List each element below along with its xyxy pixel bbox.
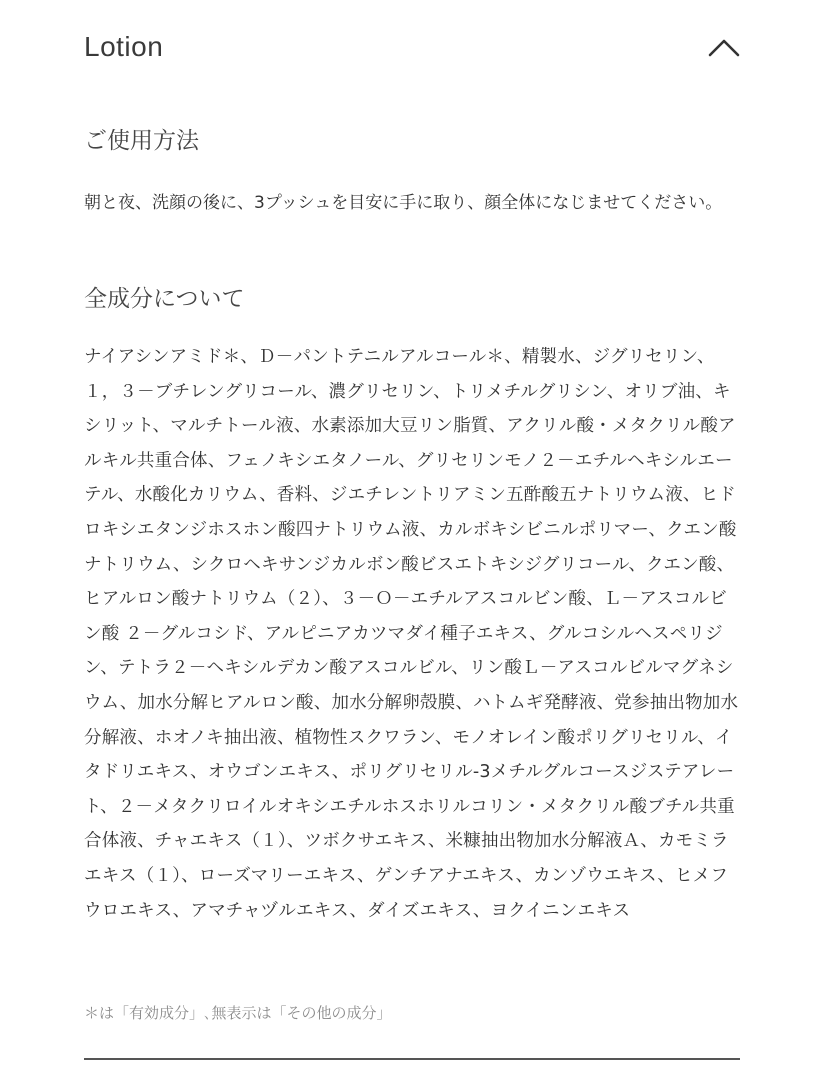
- accordion-title: Lotion: [84, 31, 164, 62]
- chevron-up-icon[interactable]: [708, 36, 740, 58]
- section-divider: [84, 1058, 740, 1060]
- ingredients-footnote: ＊は「有効成分」､無表示は「その他の成分」: [84, 1004, 392, 1022]
- ingredients-heading: 全成分について: [84, 286, 245, 312]
- accordion-header[interactable]: [84, 22, 740, 72]
- usage-heading: ご使用方法: [84, 128, 199, 154]
- ingredients-list: ナイアシンアミド＊、Ｄ－パントテニルアルコール＊、精製水、ジグリセリン、１，３－ブチレングリコール、濃グリセリン、トリメチルグリシン、オリブ油、キシリット、マルチトール液、水素添加大豆リン脂質、アクリル酸・メタクリル酸アルキル共重合体、フェノキシエタノール、グリセリンモノ２－エチルヘキシルエーテル、水酸化カリウム、香料、ジエチレントリアミン五酢酸五ナトリウム液、ヒドロキシエタンジホスホン酸四ナトリウム液、カルボキシビニルポリマー、クエン酸ナトリウム、シクロヘキサンジカルボン酸ビスエトキシジグリコール、クエン酸、ヒアルロン酸ナトリウム（２）、３－Ｏ－エチルアスコルビン酸、Ｌ－アスコルビン酸 ２－グルコシド、アルピニアカツマダイ種子エキス、グルコシルヘスペリジン、テトラ２－ヘキシルデカン酸アスコルビル、リン酸Ｌ－アスコルビルマグネシウム、加水分解ヒアルロン酸、加水分解卵殻膜、ハトムギ発酵液、党参抽出物加水分解液、ホオノキ抽出液、植物性スクワラン、モノオレイン酸ポリグリセリル、イタドリエキス、オウゴンエキス、ポリグリセリル-3メチルグルコースジステアレート、２－メタクリロイルオキシエチルホスホリルコリン・メタクリル酸ブチル共重合体液、チャエキス（１）、ツボクサエキス、米糠抽出物加水分解液Ａ、カモミラエキス（１）、ローズマリーエキス、ゲンチアナエキス、カンゾウエキス、ヒメフウロエキス、アマチャヅルエキス、ダイズエキス、ヨクイニンエキス: [84, 347, 739, 921]
- usage-text: 朝と夜、洗顔の後に、3プッシュを目安に手に取り、顔全体になじませてください。: [84, 193, 723, 213]
